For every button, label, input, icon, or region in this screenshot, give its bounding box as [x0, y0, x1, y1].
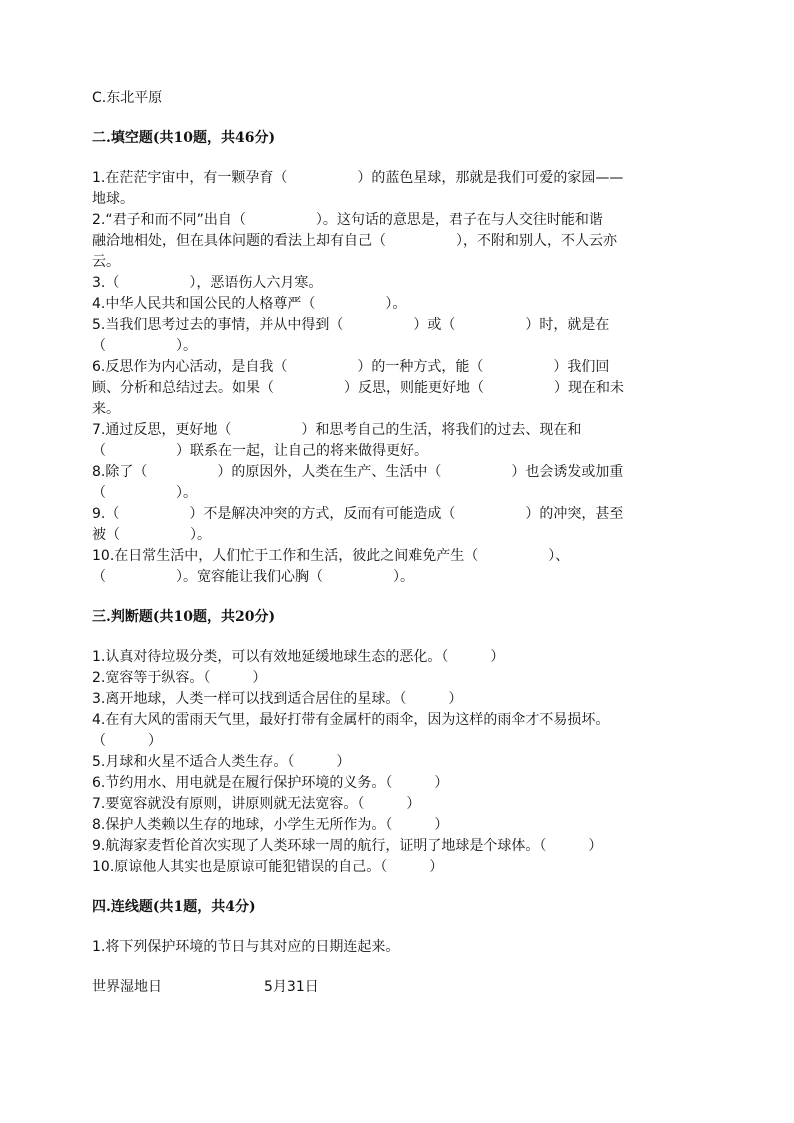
text-line: 云。: [92, 254, 120, 270]
matching-question: 1.将下列保护环境的节日与其对应的日期连起来。: [92, 939, 400, 955]
text-line: 3.离开地球，人类一样可以找到适合居住的星球。（ ）: [92, 691, 463, 707]
previous-option-c: C.东北平原: [92, 90, 163, 106]
matching-row: [92, 977, 704, 998]
text-line: 7.通过反思，更好地（ ）和思考自己的生活，将我们的过去、现在和: [92, 422, 582, 438]
text-line: 10.原谅他人其实也是原谅可能犯错误的自己。（ ）: [92, 859, 444, 875]
text-line: 2.“君子和而不同”出自（ ）。这句话的意思是，君子在与人交往时能和谐: [92, 212, 603, 228]
section-matching-title: 四.连线题(共1题，共4分): [92, 899, 256, 915]
section-true-false-title: 三.判断题(共10题，共20分): [92, 609, 276, 625]
text-line: 10.在日常生活中，人们忙于工作和生活，彼此之间难免产生（ ）、: [92, 548, 570, 564]
text-line: 9.航海家麦哲伦首次实现了人类环球一周的航行，证明了地球是个球体。（ ）: [92, 838, 603, 854]
text-line: 3.（ ），恶语伤人六月寒。: [92, 275, 323, 291]
text-line: 2.宽容等于纵容。（ ）: [92, 670, 267, 686]
text-line: 1.在茫茫宇宙中，有一颗孕育（ ）的蓝色星球，那就是我们可爱的家园——: [92, 170, 624, 186]
text-line: （ ）。: [92, 485, 197, 501]
fill-blank-questions: [92, 168, 704, 588]
text-line: 4.中华人民共和国公民的人格尊严（ ）。: [92, 296, 407, 312]
text-line: 来。: [92, 401, 120, 417]
exam-page: [92, 88, 704, 998]
text-line: （ ）。: [92, 338, 197, 354]
text-line: （ ）: [92, 733, 162, 749]
text-line: 5.月球和火星不适合人类生存。（ ）: [92, 754, 351, 770]
text-line: 8.除了（ ）的原因外，人类在生产、生活中（ ）也会诱发或加重: [92, 464, 624, 480]
true-false-questions: [92, 647, 704, 878]
text-line: 顾、分析和总结过去。如果（ ）反思，则能更好地（ ）现在和未: [92, 380, 624, 396]
text-line: 6.反思作为内心活动，是自我（ ）的一种方式，能（ ）我们回: [92, 359, 610, 375]
text-line: 被（ ）。: [92, 527, 211, 543]
section-fill-blank-title: 二.填空题(共10题，共46分): [92, 130, 276, 146]
text-line: 1.认真对待垃圾分类，可以有效地延缓地球生态的恶化。（ ）: [92, 649, 505, 665]
text-line: 6.节约用水、用电就是在履行保护环境的义务。（ ）: [92, 775, 449, 791]
matching-right-item: 5月31日: [264, 979, 319, 995]
text-line: 5.当我们思考过去的事情，并从中得到（ ）或（ ）时，就是在: [92, 317, 610, 333]
text-line: 融洽地相处，但在具体问题的看法上却有自己（ ），不附和别人，不人云亦: [92, 233, 617, 249]
text-line: 9.（ ）不是解决冲突的方式，反而有可能造成（ ）的冲突，甚至: [92, 506, 624, 522]
text-line: 4.在有大风的雷雨天气里，最好打带有金属杆的雨伞，因为这样的雨伞才不易损坏。: [92, 712, 610, 728]
text-line: 地球。: [92, 191, 134, 207]
text-line: 8.保护人类赖以生存的地球，小学生无所作为。（ ）: [92, 817, 449, 833]
text-line: 7.要宽容就没有原则，讲原则就无法宽容。（ ）: [92, 796, 421, 812]
matching-left-item: 世界湿地日: [92, 979, 162, 995]
text-line: （ ）。宽容能让我们心胸（ ）。: [92, 569, 414, 585]
text-line: （ ）联系在一起，让自己的将来做得更好。: [92, 443, 428, 459]
